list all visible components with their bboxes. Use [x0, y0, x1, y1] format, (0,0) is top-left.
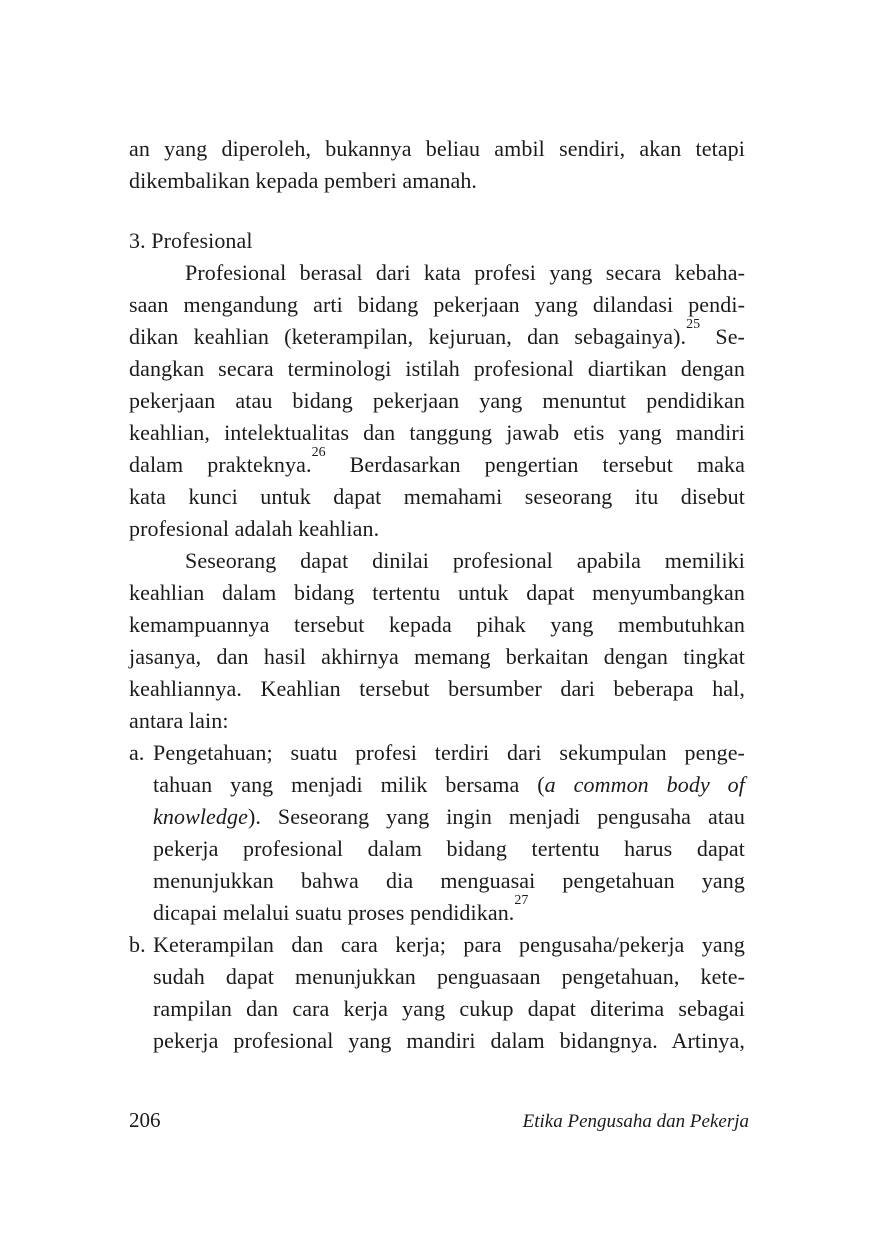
italic-text: a common body of	[544, 772, 745, 797]
italic-text: knowledge	[153, 804, 248, 829]
text-line	[129, 577, 745, 609]
text-line	[153, 993, 745, 1025]
text-segment: antara lain:	[129, 708, 229, 733]
footnote-reference: 25	[686, 316, 701, 332]
list-item	[129, 737, 745, 929]
text-segment: Profesional berasal dari kata profesi yang secara kebaha-	[185, 260, 745, 285]
text-segment: dikan keahlian (keterampilan, kejuruan, dan sebagainya).	[129, 324, 687, 349]
text-line	[129, 481, 745, 513]
text-line	[129, 316, 745, 353]
text-line	[129, 289, 745, 321]
text-line	[153, 737, 745, 769]
text-segment: ). Seseorang yang ingin menjadi pengusaha atau	[247, 804, 745, 829]
text-segment: dikembalikan kepada pemberi amanah.	[129, 168, 478, 193]
text-segment: keahliannya. Keahlian tersebut bersumber dari beberapa hal,	[129, 676, 745, 701]
text-line	[129, 257, 745, 289]
text-segment: Pengetahuan; suatu profesi terdiri dari sekumpulan penge-	[153, 740, 745, 765]
text-line	[153, 892, 745, 929]
text-segment: pekerjaan atau bidang pekerjaan yang menuntut pendidikan	[129, 388, 745, 413]
list-item-body	[153, 737, 745, 929]
text-segment: dalam prakteknya.	[129, 452, 312, 477]
text-line	[153, 961, 745, 993]
list-item-body	[153, 929, 745, 1057]
text-line	[129, 133, 745, 165]
paragraph	[129, 545, 745, 737]
footnote-reference: 27	[514, 892, 529, 908]
text-line	[129, 609, 745, 641]
text-line	[153, 929, 745, 961]
page-footer	[129, 1108, 749, 1133]
text-segment: keahlian dalam bidang tertentu untuk dapat menyumbangkan	[129, 580, 745, 605]
text-line	[129, 165, 745, 197]
text-line	[129, 417, 745, 449]
section-heading: 3. Profesional	[129, 228, 253, 253]
text-segment: tahuan yang menjadi milik bersama (	[153, 772, 545, 797]
list-item-marker: b.	[129, 932, 146, 957]
text-line	[129, 353, 745, 385]
text-line	[129, 641, 745, 673]
page-number: 206	[129, 1108, 161, 1132]
text-segment: keahlian, intelektualitas dan tanggung jawab etis yang mandiri	[129, 420, 745, 445]
list-item	[129, 929, 745, 1057]
text-segment: Berdasarkan pengertian tersebut maka	[325, 452, 745, 477]
text-segment: jasanya, dan hasil akhirnya memang berkaitan dengan tingkat	[129, 644, 745, 669]
text-segment: saan mengandung arti bidang pekerjaan yang dilandasi pendi-	[129, 292, 745, 317]
page-body	[129, 133, 745, 1057]
text-segment: Keterampilan dan cara kerja; para pengusaha/pekerja yang	[153, 932, 745, 957]
text-segment: an yang diperoleh, bukannya beliau ambil sendiri, akan tetapi	[129, 136, 745, 161]
paragraph	[129, 133, 745, 197]
text-line	[153, 801, 745, 833]
footnote-reference: 26	[311, 444, 326, 460]
text-line	[129, 673, 745, 705]
text-segment: profesional adalah keahlian.	[129, 516, 380, 541]
text-line	[153, 865, 745, 897]
text-segment: rampilan dan cara kerja yang cukup dapat diterima sebagai	[153, 996, 745, 1021]
text-segment: Se-	[700, 324, 745, 349]
running-title: Etika Pengusaha dan Pekerja	[522, 1111, 749, 1132]
text-segment: pekerja profesional dalam bidang tertentu harus dapat	[153, 836, 745, 861]
text-segment: dangkan secara terminologi istilah profesional diartikan dengan	[129, 356, 745, 381]
text-line	[129, 444, 745, 481]
paragraph	[129, 257, 745, 545]
text-segment: sudah dapat menunjukkan penguasaan pengetahuan, kete-	[153, 964, 745, 989]
text-line	[153, 769, 745, 801]
text-line	[129, 545, 745, 577]
text-segment: menunjukkan bahwa dia menguasai pengetahuan yang	[153, 868, 745, 893]
text-line	[129, 513, 745, 545]
text-segment: kemampuannya tersebut kepada pihak yang membutuhkan	[129, 612, 745, 637]
text-line	[129, 705, 745, 737]
text-line	[153, 1025, 745, 1057]
text-segment: kata kunci untuk dapat memahami seseorang itu disebut	[129, 484, 745, 509]
text-segment: Seseorang dapat dinilai profesional apabila memiliki	[185, 548, 745, 573]
text-line	[153, 833, 745, 865]
text-segment: dicapai melalui suatu proses pendidikan.	[153, 900, 515, 925]
text-segment: pekerja profesional yang mandiri dalam bidangnya. Artinya,	[153, 1028, 745, 1053]
text-line	[129, 385, 745, 417]
list-item-marker: a.	[129, 740, 145, 765]
